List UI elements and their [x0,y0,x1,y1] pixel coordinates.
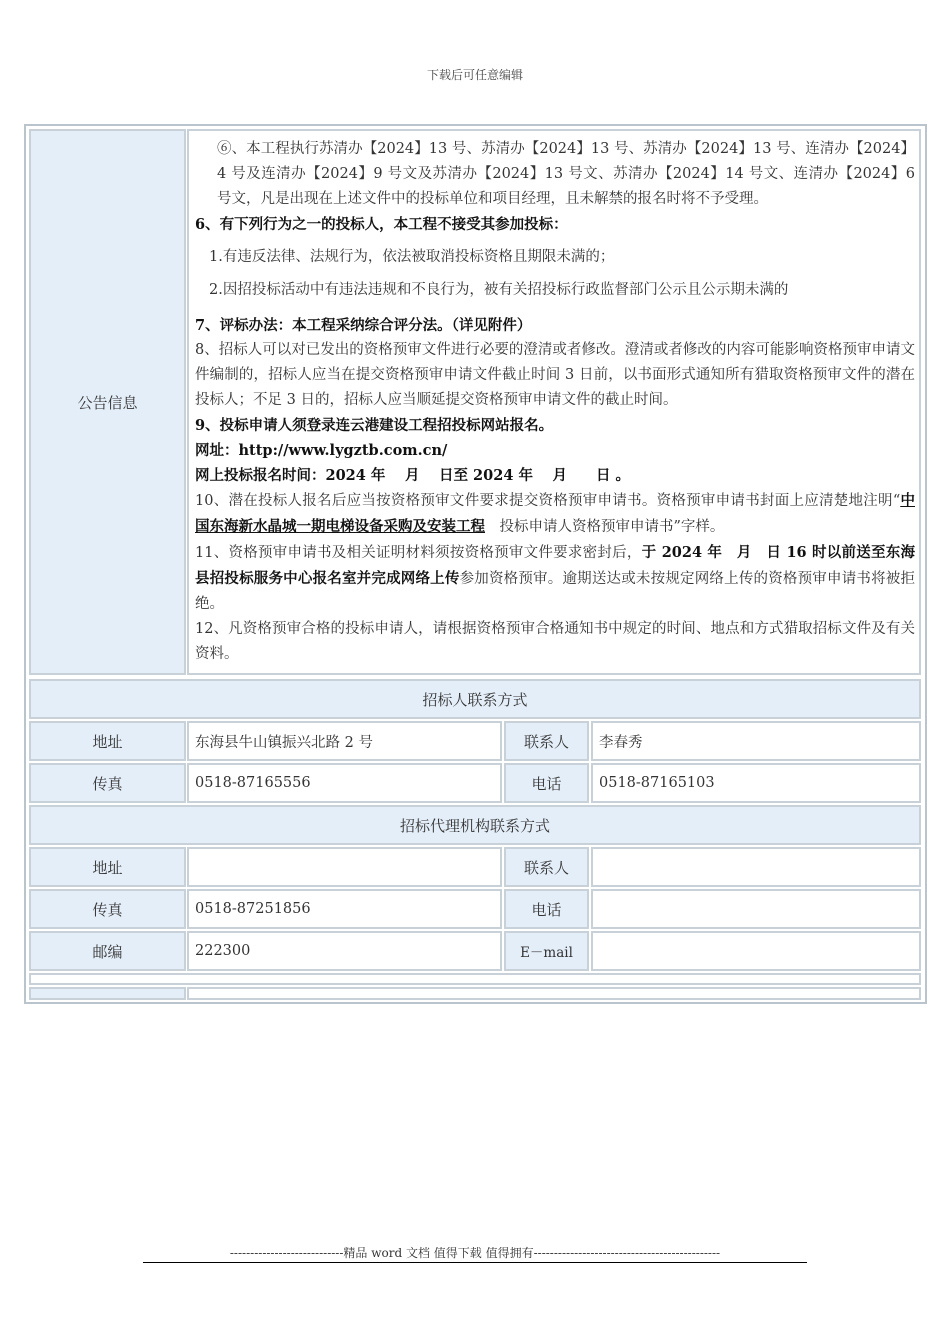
item-10-text-b: 投标申请人资格预审申请书”字样。 [485,519,725,535]
announcement-content [187,129,921,675]
agency-contact-value [591,847,921,887]
item-10-project-name: 中国东海新水晶城一期电梯设备采购及安装工程 [195,492,916,535]
item-11-text-a: 11、资格预审申请书及相关证明材料须按资格预审文件要求密封后， [195,545,642,561]
page-header-note: 下载后可任意编辑 [426,68,523,82]
website-line: 网址：http://www.lygztb.com.cn/ [195,442,448,459]
agency-email-value [591,931,921,971]
agency-address-value [187,847,502,887]
agency-postcode-label: 邮编 [29,931,186,971]
item-11-text-c: 参加资格预审。逾期送达或未按规定网络上传的资格预审申请书将被拒绝。 [195,571,915,612]
item-9: 9、投标申请人须登录连云港建设工程招投标网站报名。 [195,417,554,434]
item-11 [195,540,915,617]
agency-fax-label: 传真 [29,889,186,929]
agency-email-label: E－mail [504,931,589,971]
agency-contact-label: 联系人 [504,847,589,887]
agency-fax-value: 0518-87251856 [187,889,502,929]
tenderer-phone-label: 电话 [504,763,589,803]
tenderer-contact-title: 招标人联系方式 [29,679,921,719]
announcement-table [24,124,927,1004]
tenderer-contact-value: 李春秀 [591,721,921,761]
tenderer-contact-label: 联系人 [504,721,589,761]
agency-postcode-value: 222300 [187,931,502,971]
item-10 [195,488,915,540]
agency-phone-value [591,889,921,929]
item-6-2: 2.因招投标活动中有违法违规和不良行为，被有关招投标行政监督部门公示且公示期未满的 [209,282,789,298]
announcement-label: 公告信息 [29,129,186,675]
spacer-row [29,973,921,985]
para-circled-6: ⑥、本工程执行苏清办【2024】13 号、苏清办【2024】13 号、苏清办【2024】13 号、连清办【2024】4 号及连清办【2024】9 号文及苏清办【2024】13 号文、苏清办【2024】14 号文、连清办【2024】6 号文，凡是出现在上述文件中的投标单位和项目经理，且未解禁的报名时将不予受理。 [217,141,915,207]
tenderer-fax-label: 传真 [29,763,186,803]
item-6-title: 6、有下列行为之一的投标人，本工程不接受其参加投标： [195,216,568,233]
agency-address-label: 地址 [29,847,186,887]
bottom-empty-value [187,987,921,1000]
tenderer-phone-value: 0518-87165103 [591,763,921,803]
bottom-empty-label [29,987,186,1000]
item-12: 12、凡资格预审合格的投标申请人，请根据资格预审合格通知书中规定的时间、地点和方式猎取招标文件及有关资料。 [195,621,915,662]
tenderer-address-label: 地址 [29,721,186,761]
footer-rule [143,1262,807,1263]
agency-phone-label: 电话 [504,889,589,929]
tenderer-fax-value: 0518-87165556 [187,763,502,803]
tenderer-address-value: 东海县牛山镇振兴北路 2 号 [187,721,502,761]
item-6-1: 1.有违反法律、法规行为，依法被取消投标资格且期限未满的； [209,249,615,265]
page-footer: ----------------------------精品 word 文档 值得下载 值得拥有---------------------------------------------- [229,1246,721,1260]
item-8: 8、招标人可以对已发出的资格预审文件进行必要的澄清或者修改。澄清或者修改的内容可能影响资格预审申请文件编制的，招标人应当在提交资格预审申请文件截止时间 3 日前，以书面形式通知所有猎取资格预审文件的潜在投标人；不足 3 日的，招标人应当顺延提交资格预审申请文件的截止时间。 [195,342,915,408]
item-10-text-a: 10、潜在投标人报名后应当按资格预审文件要求提交资格预审申请书。资格预审申请书封面上应清楚地注明“ [195,493,901,509]
agency-contact-title: 招标代理机构联系方式 [29,805,921,845]
online-registration-time: 网上投标报名时间：2024 年 月 日至 2024 年 月 日 。 [195,467,631,484]
item-11-deadline: 于 2024 年 月 日 16 时以前送至东海县招投标服务中心报名室并完成网络上传 [195,544,915,587]
item-7: 7、评标办法：本工程采纳综合评分法。（详见附件） [195,317,532,334]
